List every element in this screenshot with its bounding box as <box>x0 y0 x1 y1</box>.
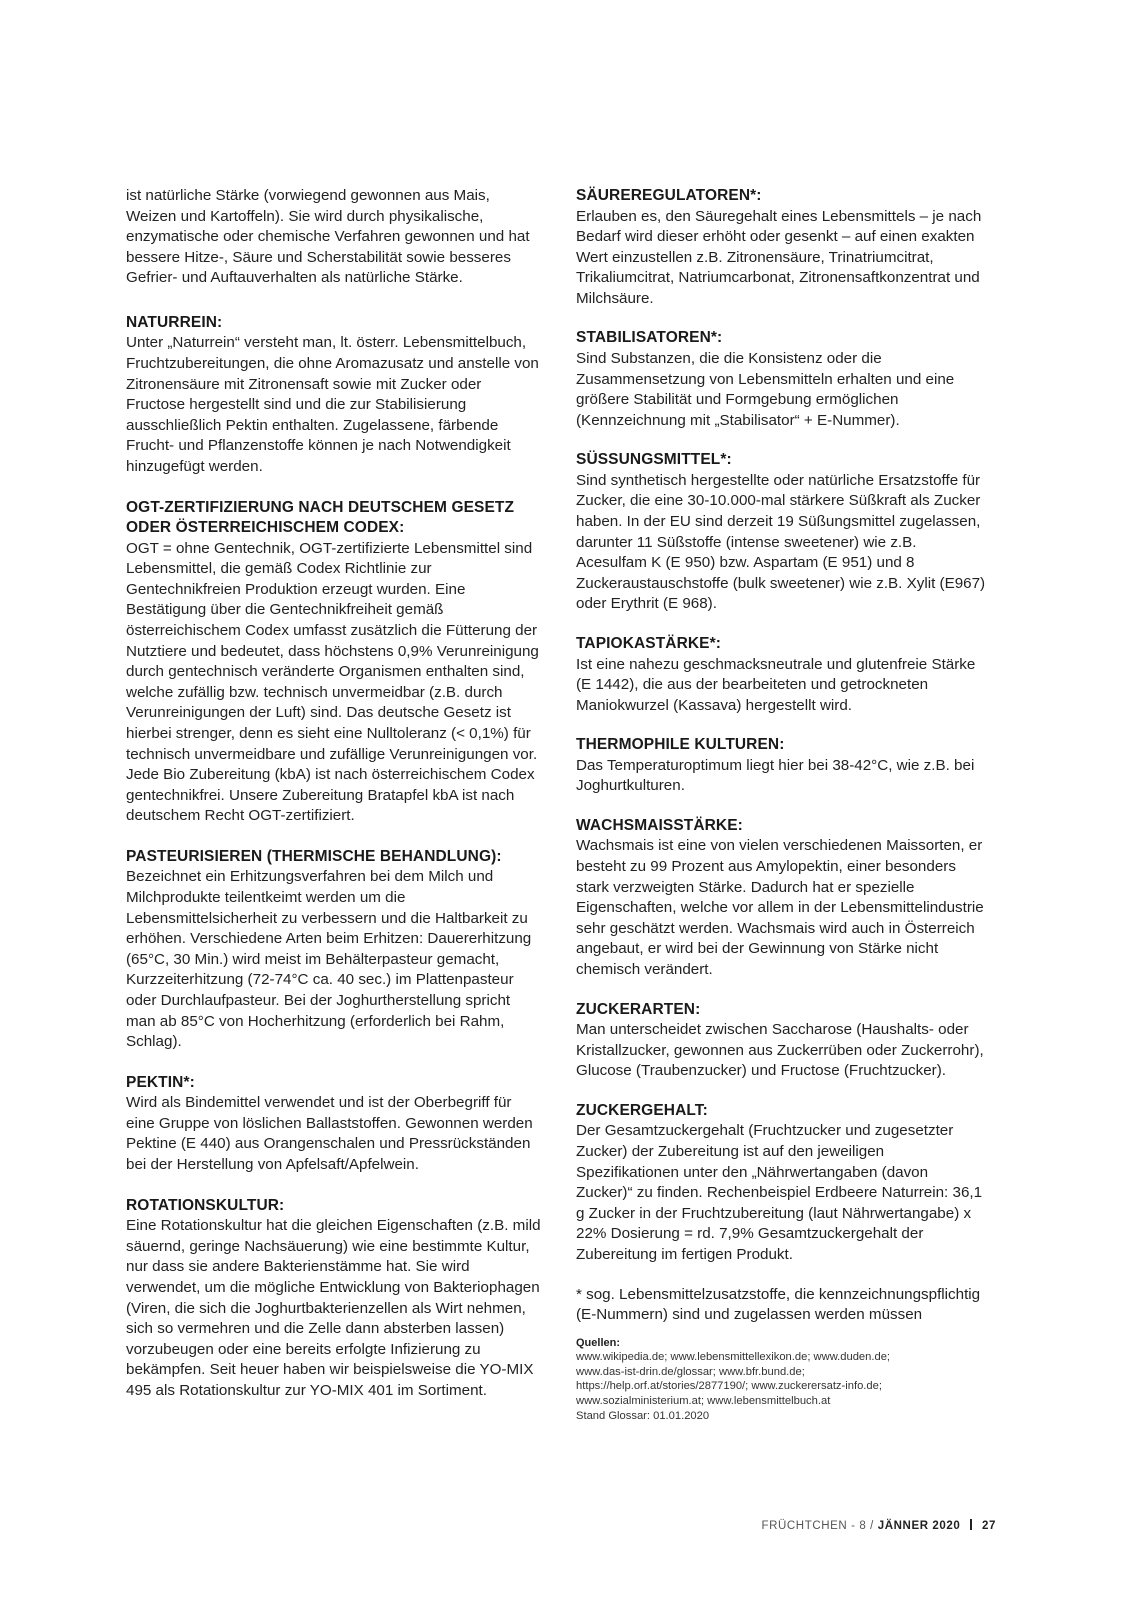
sources-label: Quellen: <box>576 1336 621 1349</box>
left-column <box>126 186 541 1422</box>
glossary-definition: Der Gesamtzuckergehalt (Fruchtzucker und zugesetzter Zucker) der Zubereitung ist auf den jeweiligen Spezifikationen unter den „Nährwertangaben (davon Zucker)“ zu finden. Rechenbeispiel Erdbeere Naturrein: 36,1 g Zucker in der Fruchtzubereitung (laut Nährwertangabe) x 22% Dosierung = rd. 7,9% Gesamtzuckergehalt der Zubereitung im fertigen Produkt. <box>576 1122 983 1263</box>
glossary-entry-suessungsmittel <box>576 450 988 615</box>
glossary-definition: Ist eine nahezu geschmacksneutrale und glutenfreie Stärke (E 1442), die aus der bearbeiteten und getrockneten Maniokwurzel (Kassava) hergestellt wird. <box>576 655 976 714</box>
glossary-definition: Wird als Bindemittel verwendet und ist der Oberbegriff für eine Gruppe von löslichen Ballaststoffen. Gewonnen werden Pektine (E 440) aus Orangenschalen und Pressrückständen bei der Herstellung von Apfelsaft/Apfelwein. <box>126 1094 533 1174</box>
glossary-entry-wachsmaisstaerke <box>576 816 988 981</box>
glossary-entry-tapiokastaerke <box>576 634 988 716</box>
glossary-term: NATURREIN: <box>126 313 223 331</box>
sources-line: www.wikipedia.de; www.lebensmittellexikon.de; www.duden.de; <box>576 1350 891 1363</box>
glossary-entry-stabilisatoren <box>576 328 988 431</box>
right-column <box>576 186 988 1424</box>
glossary-definition: Erlauben es, den Säuregehalt eines Lebensmittels – je nach Bedarf wird dieser erhöht oder gesenkt – auf einen exakten Wert einzustellen z.B. Zitronensäure, Trinatriumcitrat, Trikaliumcitrat, Natriumcarbonat, Zitronensaftkonzentrat und Milchsäure. <box>576 207 982 307</box>
glossary-entry-zuckerarten <box>576 1000 988 1082</box>
glossary-term: ZUCKERGEHALT: <box>576 1101 708 1119</box>
glossary-term: SÜSSUNGSMITTEL*: <box>576 451 732 469</box>
sources-line: www.das-ist-drin.de/glossar; www.bfr.bund.de; <box>576 1365 805 1378</box>
glossary-entry-naturrein <box>126 313 541 478</box>
intro-paragraph: ist natürliche Stärke (vorwiegend gewonnen aus Mais, Weizen und Kartoffeln). Sie wird durch physikalische, enzymatische oder chemische Verfahren gewonnen und hat bessere Hitze-, Säure und Scherstabilität sowie besseres Gefrier- und Auftauverhalten als natürliche Stärke. <box>126 187 530 287</box>
magazine-name: FRÜCHTCHEN - 8 / <box>761 1520 874 1532</box>
glossary-term: STABILISATOREN*: <box>576 329 723 347</box>
glossary-entry-zuckergehalt <box>576 1101 988 1266</box>
glossary-entry-rotationskultur <box>126 1196 541 1402</box>
glossary-entry-pektin <box>126 1073 541 1176</box>
glossary-definition: Das Temperaturoptimum liegt hier bei 38-42°C, wie z.B. bei Joghurtkulturen. <box>576 756 975 795</box>
page-number: 27 <box>982 1520 996 1532</box>
glossary-definition: Man unterscheidet zwischen Saccharose (Haushalts- oder Kristallzucker, gewonnen aus Zuckerrüben oder Zuckerrohr), Glucose (Traubenzucker) und Fructose (Fruchtzucker). <box>576 1021 984 1080</box>
footer-divider <box>970 1519 972 1530</box>
glossary-term: THERMOPHILE KULTUREN: <box>576 736 785 754</box>
glossary-definition: Sind Substanzen, die die Konsistenz oder die Zusammensetzung von Lebensmitteln erhalten und eine größere Stabilität und Formgebung ermöglichen (Kennzeichnung mit „Stabilisator“ + E-Nummer). <box>576 349 955 429</box>
glossary-definition: OGT = ohne Gentechnik, OGT-zertifizierte Lebensmittel sind Lebensmittel, die gemäß Codex Richtlinie zur Gentechnikfreien Produktion erzeugt wurden. Eine Bestätigung über die Gentechnikfreiheit gemäß österreichischem Codex umfasst zusätzlich die Fütterung der Nutztiere und bedeutet, dass höchstens 0,9% Verunreinigung durch gentechnisch veränderte Organismen enthalten sind, welche zufällig bzw. technisch unvermeidbar (z.B. durch Verunreinigungen der Luft) sind. Das deutsche Gesetz ist hierbei strenger, denn es sieht eine Nulltoleranz (< 0,1%) für technisch unvermeidbare und zufällige Verunreinigungen vor. Jede Bio Zubereitung (kbA) ist nach österreichischem Codex gentechnikfrei. Unsere Zubereitung Bratapfel kbA ist nach deutschem Recht OGT-zertifiziert. <box>126 539 539 825</box>
glossary-term: OGT-ZERTIFIZIERUNG NACH DEUTSCHEM GESETZ ODER ÖSTERREICHISCHEM CODEX: <box>126 498 515 537</box>
glossary-definition: Sind synthetisch hergestellte oder natürliche Ersatzstoffe für Zucker, die eine 30-10.000-mal stärkere Süßkraft als Zucker haben. In der EU sind derzeit 19 Süßungsmittel zugelassen, darunter 11 Süßstoffe (intense sweetener) wie z.B. Acesulfam K (E 950) bzw. Aspartam (E 951) und 8 Zuckeraustauschstoffe (bulk sweetener) wie z.B. Xylit (E967) oder Erythrit (E 968). <box>576 471 986 613</box>
glossary-entry-saeureregulatoren <box>576 186 988 309</box>
glossary-definition: Wachsmais ist eine von vielen verschiedenen Maissorten, er besteht zu 99 Prozent aus Amylopektin, einer besonders stark verzweigten Stärke. Dadurch hat er spezielle Eigenschaften, welche vor allem in der Lebensmittelindustrie sehr geschätzt werden. Wachsmais wird auch in Österreich angebaut, er wird bei der Gewinnung von Stärke nicht chemisch verändert. <box>576 837 984 979</box>
glossary-definition: Bezeichnet ein Erhitzungsverfahren bei dem Milch und Milchprodukte teilentkeimt werden um die Lebensmittelsicherheit zu verbessern und die Haltbarkeit zu erhöhen. Verschiedene Arten beim Erhitzen: Dauererhitzung (65°C, 30 Min.) wird meist im Behälterpasteur gemacht, Kurzzeiterhitzung (72-74°C ca. 40 sec.) im Plattenpasteur oder Durchlaufpasteur. Bei der Joghurtherstellung spricht man ab 85°C von Hocherhitzung (erforderlich bei Rahm, Schlag). <box>126 868 532 1051</box>
page-footer <box>761 1519 996 1532</box>
glossary-entry-ogt <box>126 498 541 827</box>
glossary-definition: Unter „Naturrein“ versteht man, lt. österr. Lebensmittelbuch, Fruchtzubereitungen, die ohne Aromazusatz und anstelle von Zitronensäure mit Zitronensaft sowie mit Zucker oder Fructose hergestellt sind und die zur Stabilisierung ausschließlich Pektin enthalten. Zugelassene, färbende Frucht- und Pflanzenstoffe können je nach Notwendigkeit hinzugefügt werden. <box>126 334 539 476</box>
glossary-term: ZUCKERARTEN: <box>576 1000 701 1018</box>
glossary-term: WACHSMAISSTÄRKE: <box>576 816 743 834</box>
footnote: * sog. Lebensmittelzusatzstoffe, die kennzeichnungspflichtig (E-Nummern) sind und zugelassen werden müssen <box>576 1285 981 1324</box>
issue-date: JÄNNER 2020 <box>877 1520 961 1532</box>
glossary-definition: Eine Rotationskultur hat die gleichen Eigenschaften (z.B. mild säuernd, geringe Nachsäuerung) wie eine bestimmte Kultur, nur dass sie andere Bakterienstämme hat. Sie wird verwendet, um die mögliche Entwicklung von Bakteriophagen (Viren, die sich die Joghurtbakterienzellen als Wirt nehmen, sich so vermehren und die Zelle dann absterben lassen) vorzubeugen oder eine bereits erfolgte Infizierung zu bekämpfen. Seit heuer haben wir beispielsweise die YO-MIX 495 als Rotationskultur zur YO-MIX 401 im Sortiment. <box>126 1217 541 1399</box>
glossary-entry-thermophile-kulturen <box>576 735 988 797</box>
sources-line: www.sozialministerium.at; www.lebensmittelbuch.at <box>576 1395 831 1408</box>
glossary-term: PEKTIN*: <box>126 1073 195 1091</box>
glossary-term: PASTEURISIEREN (THERMISCHE BEHANDLUNG): <box>126 847 502 865</box>
glossary-term: TAPIOKASTÄRKE*: <box>576 635 722 652</box>
glossary-entry-pasteurisieren <box>126 847 541 1053</box>
sources-line: Stand Glossar: 01.01.2020 <box>576 1409 710 1422</box>
sources-block <box>576 1336 988 1424</box>
glossary-term: ROTATIONSKULTUR: <box>126 1196 285 1214</box>
sources-line: https://help.orf.at/stories/2877190/; www.zuckerersatz-info.de; <box>576 1380 882 1393</box>
glossary-term: SÄUREREGULATOREN*: <box>576 187 762 204</box>
